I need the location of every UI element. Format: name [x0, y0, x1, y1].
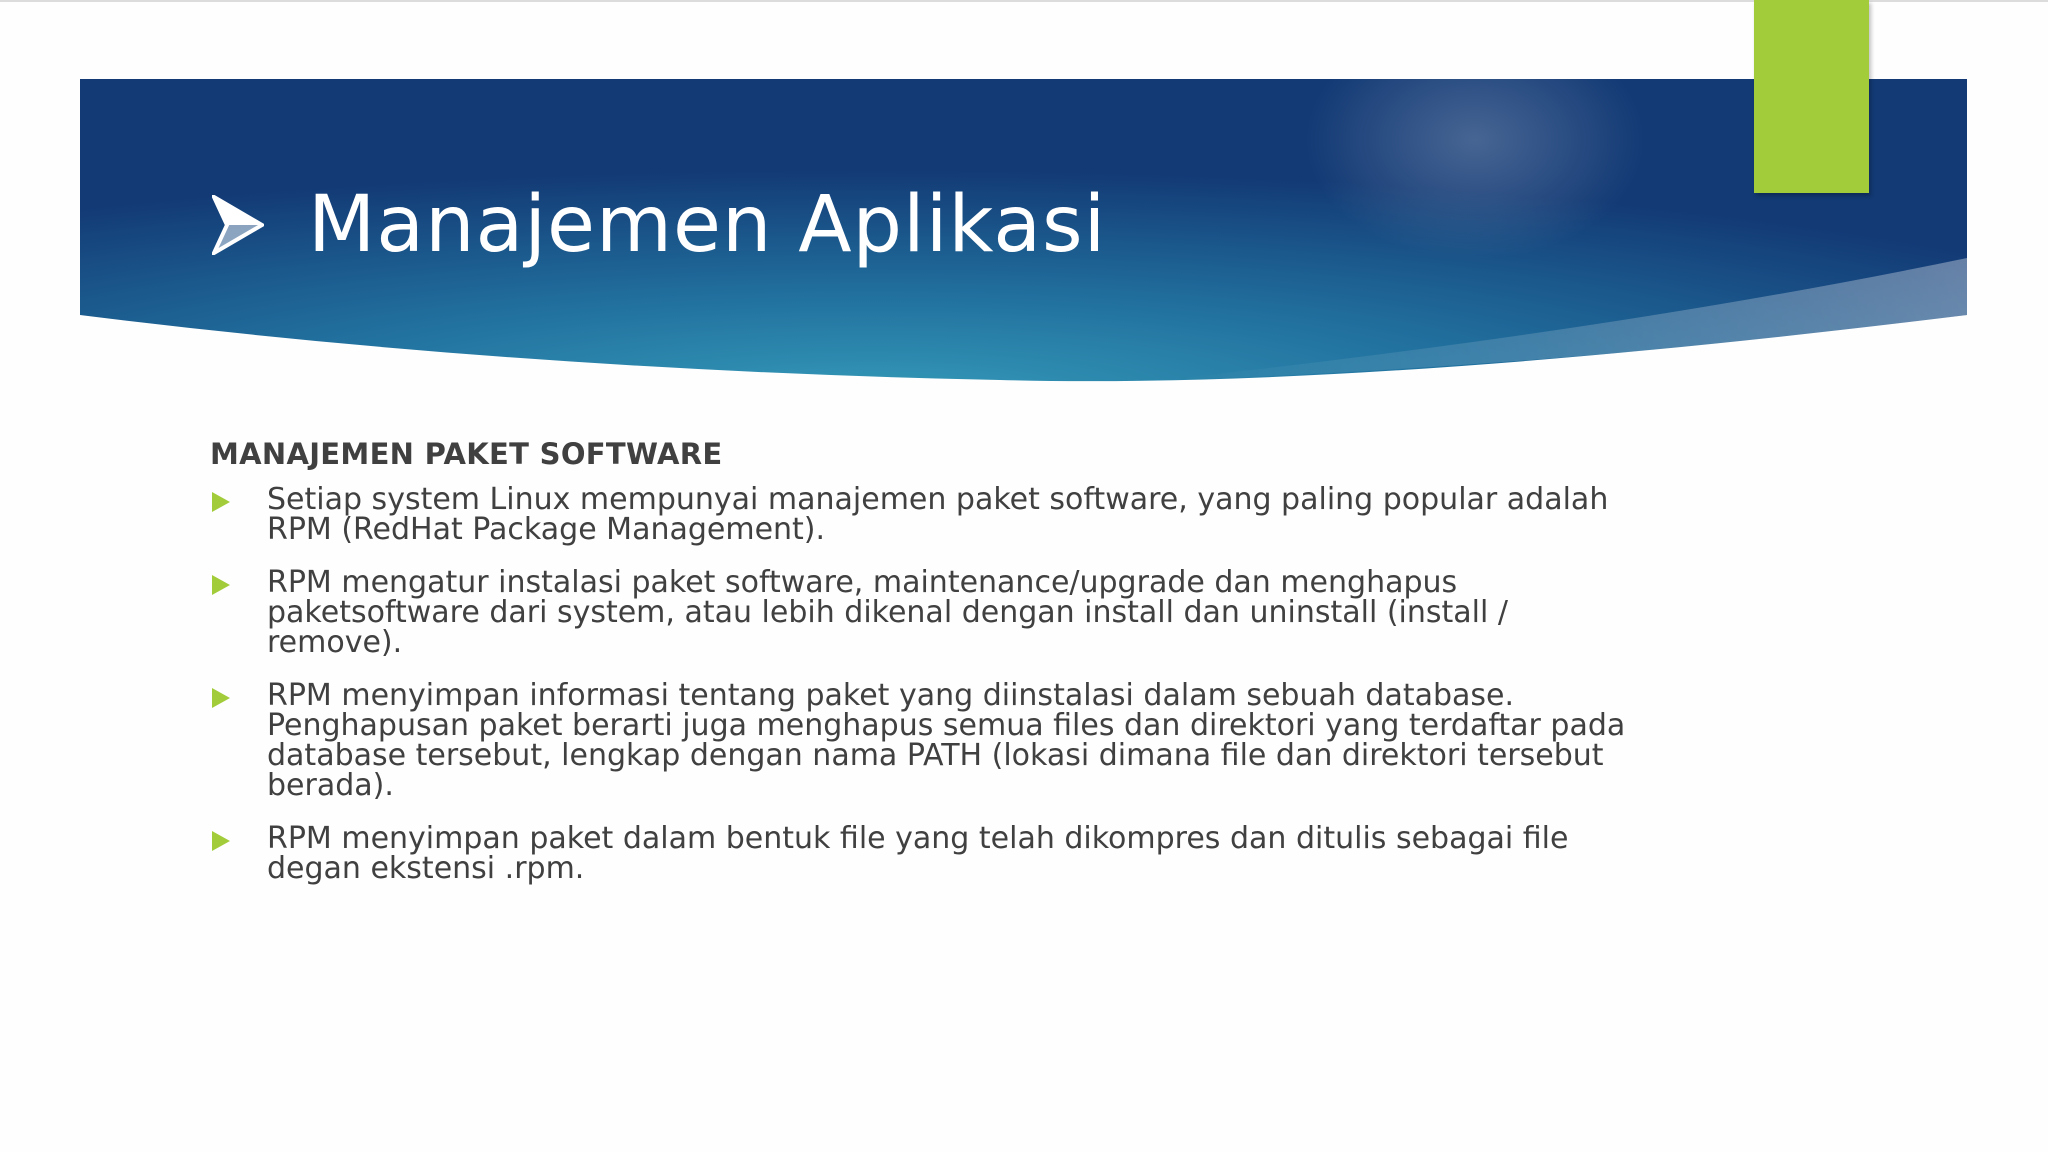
- bullet-list: [210, 482, 1630, 886]
- triangle-bullet-icon: [212, 575, 230, 595]
- arrowhead-bullet-icon: [212, 195, 264, 255]
- list-item: [210, 565, 1630, 660]
- triangle-bullet-icon: [212, 688, 230, 708]
- bullet-text: Setiap system Linux mempunyai manajemen paket software, yang paling popular adalah RPM (RedHat Package Management).: [267, 482, 1609, 547]
- slide-content: [210, 437, 1630, 907]
- list-item: [210, 482, 1630, 547]
- triangle-bullet-icon: [212, 831, 230, 851]
- triangle-bullet-icon: [212, 492, 230, 512]
- list-item: [210, 678, 1630, 803]
- title-row: [212, 170, 1106, 280]
- bullet-text: RPM menyimpan informasi tentang paket yang diinstalasi dalam sebuah database. Penghapusan paket berarti juga menghapus semua files dan direktori yang terdaftar pada database tersebut, lengkap dengan nama PATH (lokasi dimana file dan direktori tersebut berada).: [267, 678, 1626, 803]
- bullet-text: RPM mengatur instalasi paket software, maintenance/upgrade dan menghapus paketsoftware dari system, atau lebih dikenal dengan install dan uninstall (install / remove).: [267, 565, 1508, 660]
- slide-title: Manajemen Aplikasi: [308, 180, 1107, 270]
- list-item: [210, 821, 1630, 886]
- accent-tab: [1754, 0, 1869, 193]
- section-heading: MANAJEMEN PAKET SOFTWARE: [210, 437, 723, 471]
- bullet-text: RPM menyimpan paket dalam bentuk file yang telah dikompres dan ditulis sebagai file degan ekstensi .rpm.: [267, 821, 1569, 886]
